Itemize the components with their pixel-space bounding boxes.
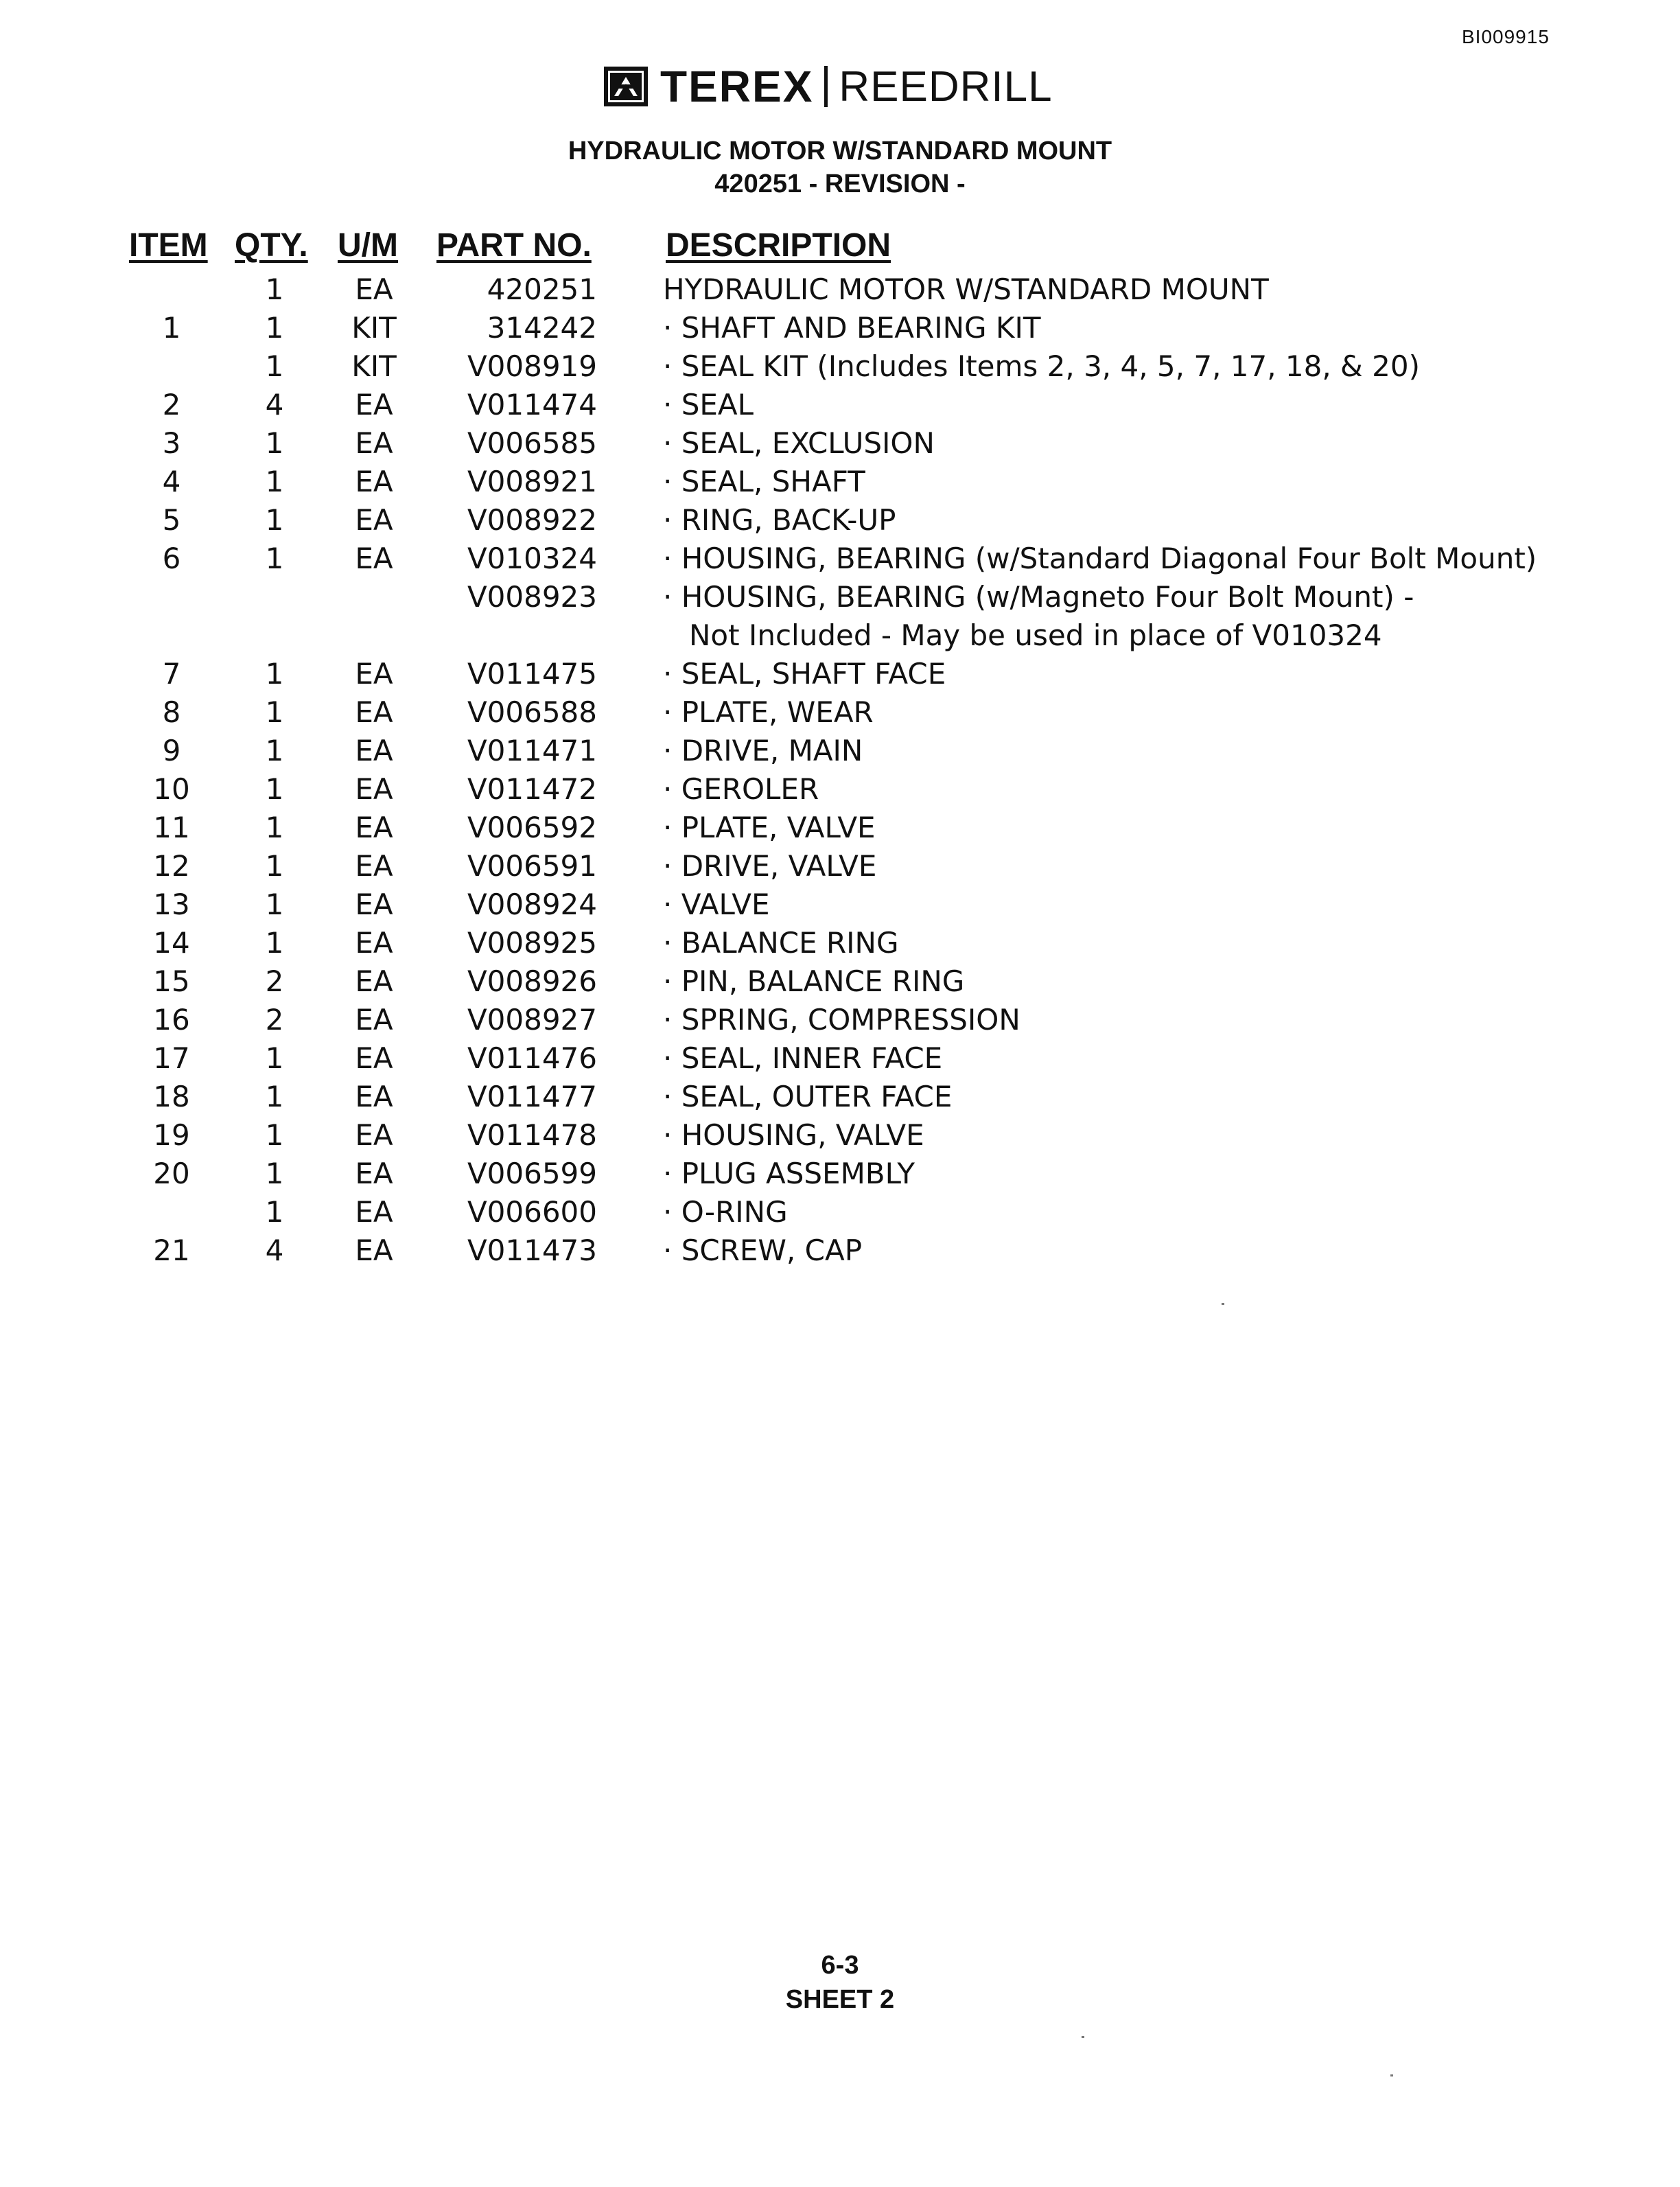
description-text: · PLATE, VALVE xyxy=(663,811,876,844)
um-cell: EA xyxy=(355,695,393,729)
um-cell: EA xyxy=(355,1003,393,1037)
description-text: · VALVE xyxy=(663,888,770,921)
description-text: · SEAL, SHAFT FACE xyxy=(663,657,946,691)
part-number-cell: V011478 xyxy=(467,1118,597,1152)
description-text: · HOUSING, BEARING (w/Magneto Four Bolt Mount) - xyxy=(663,580,1414,614)
qty-cell: 1 xyxy=(265,849,284,883)
um-cell: EA xyxy=(355,888,393,921)
table-row xyxy=(0,847,1680,886)
table-row xyxy=(0,424,1680,463)
description-text: · DRIVE, VALVE xyxy=(663,849,877,883)
description-text: · GEROLER xyxy=(663,772,819,806)
description-cell xyxy=(663,770,1555,809)
description-text: · SEAL, EXCLUSION xyxy=(663,426,935,460)
qty-cell: 2 xyxy=(265,1003,284,1037)
qty-cell: 1 xyxy=(265,465,284,498)
description-text: · BALANCE RING xyxy=(663,926,899,960)
description-cell xyxy=(663,886,1555,924)
table-row xyxy=(0,1078,1680,1116)
item-cell: 13 xyxy=(153,888,190,921)
logo-brand-text: TEREX xyxy=(660,62,814,111)
table-row xyxy=(0,693,1680,732)
um-cell: EA xyxy=(355,734,393,767)
table-row xyxy=(0,1001,1680,1039)
column-header-qty: QTY. xyxy=(235,227,308,264)
document-id: BI009915 xyxy=(1462,26,1550,47)
description-text: · SEAL xyxy=(663,388,754,421)
description-cell xyxy=(663,1155,1555,1193)
part-number-cell: V006599 xyxy=(467,1157,597,1190)
part-number-cell: 314242 xyxy=(487,311,597,345)
part-number-cell: V011474 xyxy=(467,388,597,421)
page-number: 6-3 xyxy=(821,1951,859,1980)
column-header-um: U/M xyxy=(338,227,398,264)
item-cell: 8 xyxy=(162,695,181,729)
description-cell xyxy=(663,270,1555,309)
description-cell xyxy=(663,463,1555,501)
um-cell: EA xyxy=(355,426,393,460)
description-text: HYDRAULIC MOTOR W/STANDARD MOUNT xyxy=(663,273,1269,306)
qty-cell: 1 xyxy=(265,273,284,306)
qty-cell: 1 xyxy=(265,503,284,537)
item-cell: 10 xyxy=(153,772,190,806)
description-cell xyxy=(663,386,1555,424)
item-cell: 15 xyxy=(153,964,190,998)
qty-cell: 1 xyxy=(265,1195,284,1229)
qty-cell: 1 xyxy=(265,926,284,960)
description-text: · HOUSING, BEARING (w/Standard Diagonal Four Bolt Mount) xyxy=(663,542,1537,575)
item-cell: 3 xyxy=(162,426,181,460)
description-text: · SEAL, SHAFT xyxy=(663,465,865,498)
description-text: · PLUG ASSEMBLY xyxy=(663,1157,915,1190)
qty-cell: 1 xyxy=(265,1118,284,1152)
table-row xyxy=(0,1193,1680,1231)
table-row xyxy=(0,924,1680,962)
column-header-item: ITEM xyxy=(129,227,208,264)
item-cell: 2 xyxy=(162,388,181,421)
description-text: · SEAL KIT (Includes Items 2, 3, 4, 5, 7, 17, 18, & 20) xyxy=(663,349,1420,383)
item-cell: 19 xyxy=(153,1118,190,1152)
description-cell xyxy=(663,1193,1555,1231)
um-cell: EA xyxy=(355,1118,393,1152)
table-row xyxy=(0,809,1680,847)
um-cell: EA xyxy=(355,503,393,537)
description-cell xyxy=(663,540,1555,578)
table-row xyxy=(0,886,1680,924)
part-number-cell: V011472 xyxy=(467,772,597,806)
table-row xyxy=(0,1231,1680,1270)
table-row xyxy=(0,347,1680,386)
qty-cell: 1 xyxy=(265,772,284,806)
part-number-cell: V008922 xyxy=(467,503,597,537)
terex-emblem-icon xyxy=(604,67,648,106)
qty-cell: 1 xyxy=(265,349,284,383)
description-text: · SPRING, COMPRESSION xyxy=(663,1003,1020,1037)
description-text: · SHAFT AND BEARING KIT xyxy=(663,311,1041,345)
qty-cell: 1 xyxy=(265,1157,284,1190)
description-cell xyxy=(663,1231,1555,1270)
um-cell: EA xyxy=(355,926,393,960)
um-cell: EA xyxy=(355,1234,393,1267)
description-text: · DRIVE, MAIN xyxy=(663,734,863,767)
description-text: · SCREW, CAP xyxy=(663,1234,863,1267)
parts-table-body xyxy=(0,270,1680,1270)
item-cell: 1 xyxy=(162,311,181,345)
document-title-block xyxy=(0,135,1680,200)
part-number-cell: V006588 xyxy=(467,695,597,729)
description-cell xyxy=(663,347,1555,386)
part-number-cell: V006592 xyxy=(467,811,597,844)
table-row xyxy=(0,463,1680,501)
qty-cell: 1 xyxy=(265,657,284,691)
part-number-cell: V008925 xyxy=(467,926,597,960)
description-cell xyxy=(663,924,1555,962)
column-header-description: DESCRIPTION xyxy=(666,227,891,264)
column-header-part-no: PART NO. xyxy=(436,227,592,264)
table-row xyxy=(0,962,1680,1001)
part-number-cell: V008919 xyxy=(467,349,597,383)
um-cell: KIT xyxy=(351,349,397,383)
part-number-cell: V011476 xyxy=(467,1041,597,1075)
item-cell: 20 xyxy=(153,1157,190,1190)
document-subtitle: 420251 - REVISION - xyxy=(714,170,966,198)
scan-speck xyxy=(1222,1303,1224,1305)
table-row xyxy=(0,770,1680,809)
description-cell xyxy=(663,501,1555,540)
table-row xyxy=(0,270,1680,309)
um-cell: EA xyxy=(355,1157,393,1190)
item-cell: 4 xyxy=(162,465,181,498)
um-cell: EA xyxy=(355,388,393,421)
item-cell: 5 xyxy=(162,503,181,537)
description-cell xyxy=(663,962,1555,1001)
part-number-cell: V008923 xyxy=(467,580,597,614)
part-number-cell: V011477 xyxy=(467,1080,597,1113)
item-cell: 16 xyxy=(153,1003,190,1037)
item-cell: 7 xyxy=(162,657,181,691)
qty-cell: 1 xyxy=(265,734,284,767)
qty-cell: 4 xyxy=(265,388,284,421)
description-cell xyxy=(663,424,1555,463)
description-text: · RING, BACK-UP xyxy=(663,503,896,537)
part-number-cell: V008927 xyxy=(467,1003,597,1037)
description-text: · O-RING xyxy=(663,1195,788,1229)
um-cell: EA xyxy=(355,273,393,306)
table-row xyxy=(0,732,1680,770)
item-cell: 18 xyxy=(153,1080,190,1113)
qty-cell: 1 xyxy=(265,426,284,460)
table-row xyxy=(0,386,1680,424)
qty-cell: 4 xyxy=(265,1234,284,1267)
um-cell: EA xyxy=(355,542,393,575)
qty-cell: 1 xyxy=(265,1041,284,1075)
item-cell: 6 xyxy=(162,542,181,575)
description-cell xyxy=(663,809,1555,847)
qty-cell: 1 xyxy=(265,695,284,729)
description-cell xyxy=(663,693,1555,732)
item-cell: 21 xyxy=(153,1234,190,1267)
terex-reedrill-logo xyxy=(604,60,1053,113)
qty-cell: 1 xyxy=(265,1080,284,1113)
part-number-cell: V008924 xyxy=(467,888,597,921)
table-row xyxy=(0,1116,1680,1155)
part-number-cell: V011471 xyxy=(467,734,597,767)
document-title: HYDRAULIC MOTOR W/STANDARD MOUNT xyxy=(568,137,1112,165)
item-cell: 14 xyxy=(153,926,190,960)
table-row xyxy=(0,655,1680,693)
description-cell xyxy=(663,1039,1555,1078)
part-number-cell: 420251 xyxy=(487,273,597,306)
description-continuation-text: Not Included - May be used in place of V010324 xyxy=(689,618,1382,652)
qty-cell: 2 xyxy=(265,964,284,998)
description-cell xyxy=(663,1116,1555,1155)
scan-speck xyxy=(1082,2036,1084,2038)
table-row xyxy=(0,501,1680,540)
description-cell xyxy=(663,655,1555,693)
description-text: · PLATE, WEAR xyxy=(663,695,874,729)
description-text: · SEAL, INNER FACE xyxy=(663,1041,943,1075)
um-cell: EA xyxy=(355,964,393,998)
table-row xyxy=(0,578,1680,655)
description-cell xyxy=(663,847,1555,886)
part-number-cell: V011475 xyxy=(467,657,597,691)
part-number-cell: V008926 xyxy=(467,964,597,998)
description-cell xyxy=(663,1078,1555,1116)
description-cell xyxy=(663,1001,1555,1039)
um-cell: EA xyxy=(355,1080,393,1113)
um-cell: EA xyxy=(355,811,393,844)
logo-product-text: REEDRILL xyxy=(839,62,1053,111)
um-cell: EA xyxy=(355,1195,393,1229)
um-cell: EA xyxy=(355,1041,393,1075)
part-number-cell: V010324 xyxy=(467,542,597,575)
item-cell: 17 xyxy=(153,1041,190,1075)
part-number-cell: V006585 xyxy=(467,426,597,460)
table-row xyxy=(0,540,1680,578)
um-cell: EA xyxy=(355,849,393,883)
description-cell xyxy=(663,578,1555,655)
part-number-cell: V011473 xyxy=(467,1234,597,1267)
page-footer xyxy=(0,1948,1680,2017)
item-cell: 11 xyxy=(153,811,190,844)
table-row xyxy=(0,1039,1680,1078)
table-row xyxy=(0,309,1680,347)
scan-speck xyxy=(1390,2074,1393,2076)
part-number-cell: V006591 xyxy=(467,849,597,883)
table-row xyxy=(0,1155,1680,1193)
qty-cell: 1 xyxy=(265,311,284,345)
um-cell: EA xyxy=(355,772,393,806)
item-cell: 9 xyxy=(162,734,181,767)
um-cell: KIT xyxy=(351,311,397,345)
description-cell xyxy=(663,309,1555,347)
description-text: · PIN, BALANCE RING xyxy=(663,964,965,998)
part-number-cell: V006600 xyxy=(467,1195,597,1229)
qty-cell: 1 xyxy=(265,542,284,575)
parts-table-header xyxy=(0,227,1680,270)
sheet-number: SHEET 2 xyxy=(785,1985,895,2014)
item-cell: 12 xyxy=(153,849,190,883)
description-text: · HOUSING, VALVE xyxy=(663,1118,924,1152)
part-number-cell: V008921 xyxy=(467,465,597,498)
description-text: · SEAL, OUTER FACE xyxy=(663,1080,953,1113)
um-cell: EA xyxy=(355,465,393,498)
description-cell xyxy=(663,732,1555,770)
um-cell: EA xyxy=(355,657,393,691)
qty-cell: 1 xyxy=(265,811,284,844)
logo-divider xyxy=(824,66,828,107)
qty-cell: 1 xyxy=(265,888,284,921)
